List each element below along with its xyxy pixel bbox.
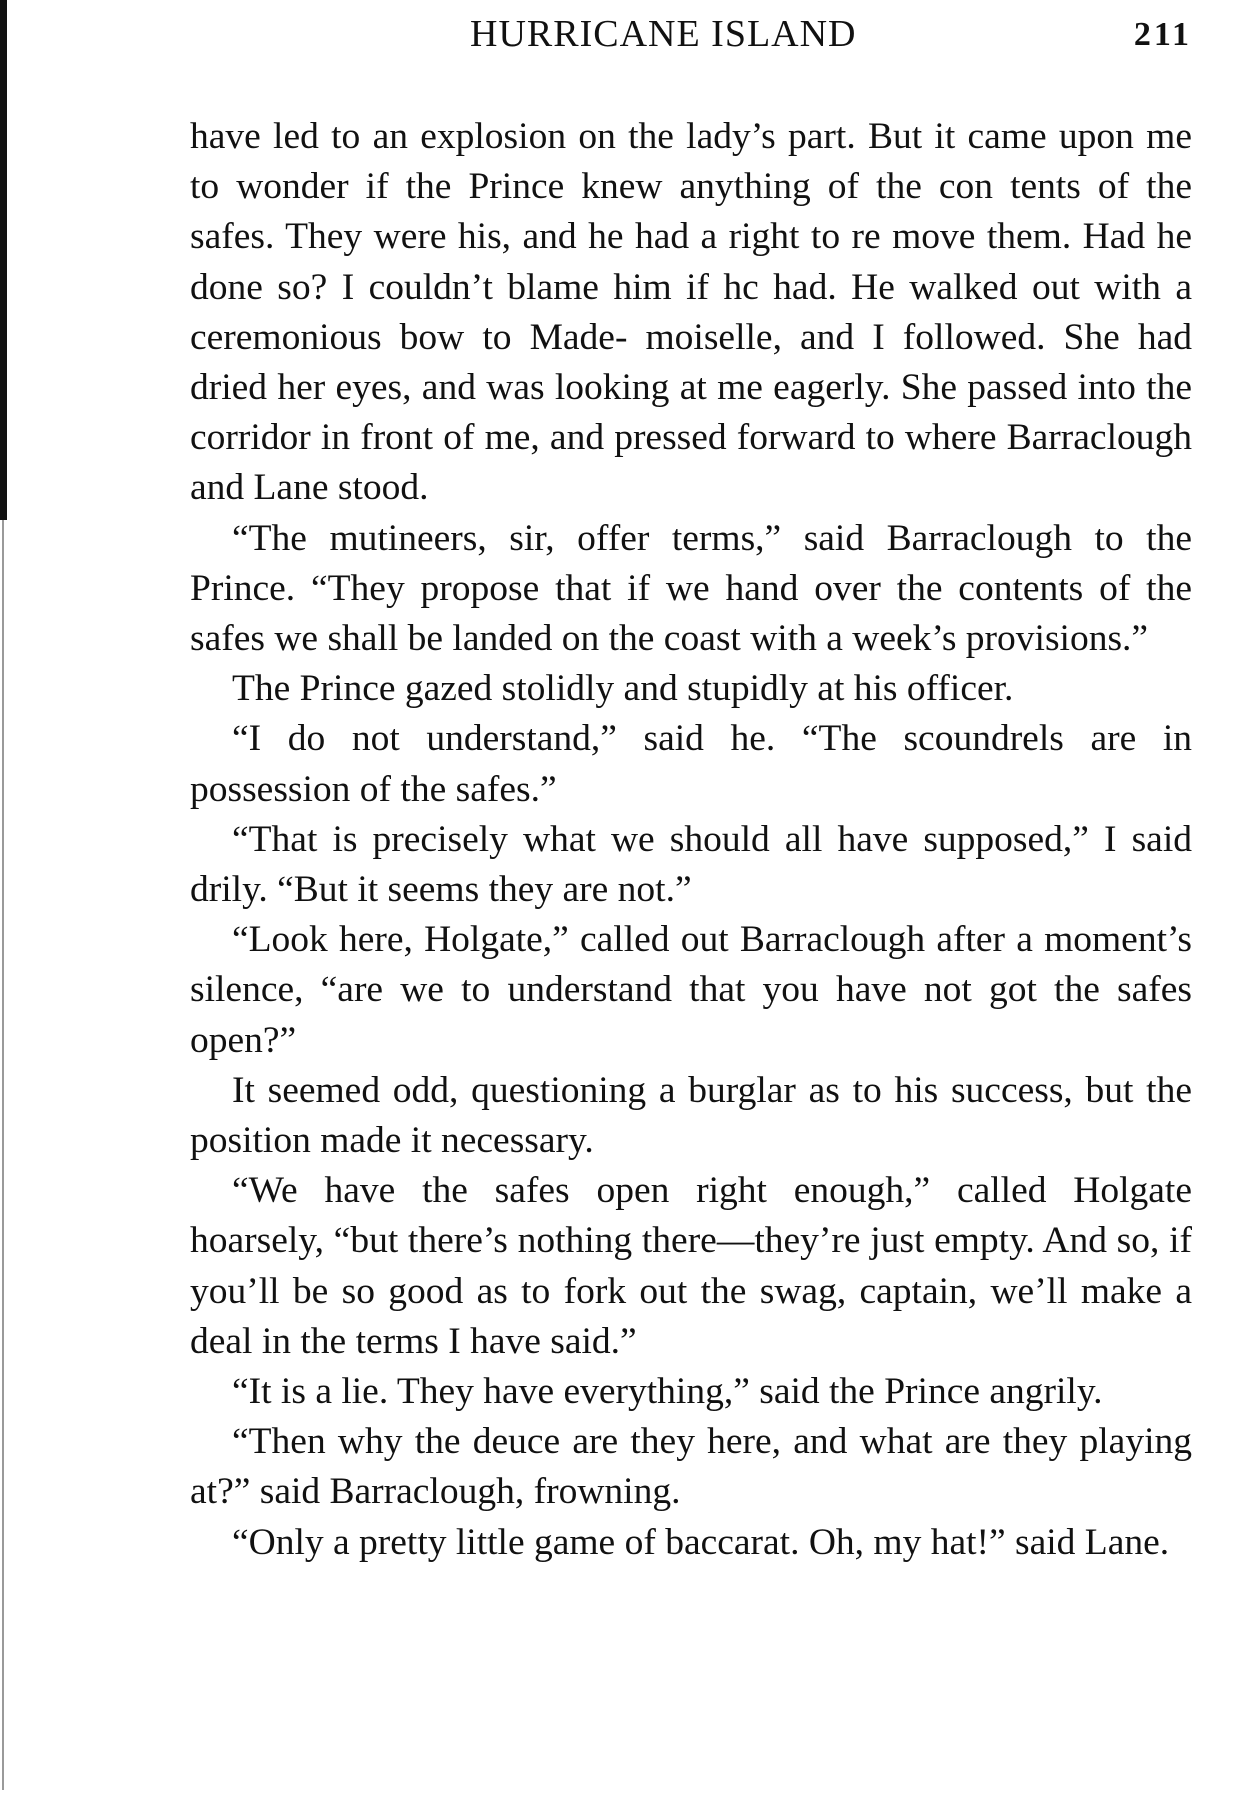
paragraph: “Look here, Holgate,” called out Barraclough after a moment’s silence, “are we to understand that you have not got the safes open?” (190, 919, 1192, 1061)
paragraph: “We have the safes open right enough,” called Holgate hoarsely, “but there’s nothing there—they’re just empty. And so, if you’ll be so good as to fork out the swag, captain, we’ll make a deal in the terms I have said.” (190, 1170, 1192, 1362)
paragraph: The Prince gazed stolidly and stupidly at his officer. (232, 668, 1014, 710)
paragraph: “The mutineers, sir, offer terms,” said Barraclough to the Prince. “They propose that if we hand over the contents of the safes we shall be landed on the coast with a week’s provisions.” (190, 517, 1192, 660)
page-binding-edge (0, 0, 7, 520)
paragraph: “It is a lie. They have everything,” said the Prince angrily. (232, 1371, 1103, 1413)
page-number: 211 (1133, 16, 1192, 53)
paragraph: “Then why the deuce are they here, and what are they playing at?” said Barraclough, frowning. (190, 1421, 1192, 1513)
paragraph: “I do not understand,” said he. “The scoundrels are in possession of the safes.” (190, 718, 1192, 810)
paragraph: It seemed odd, questioning a burglar as to his success, but the position made it necessary. (190, 1069, 1192, 1162)
paragraph: “Only a pretty little game of baccarat. Oh, my hat!” said Lane. (232, 1521, 1170, 1563)
paragraph-continued: have led to an explosion on the lady’s part. But it came upon me to wonder if the Prince knew anything of the con tents of the safes. They were his, and he had a right to re move them. Had he done so? I couldn’t blame him if hc had. He walked out with a ceremonious bow to Made- moiselle, and I followed. She had dried her eyes, and was looking at me eagerly. She passed into the corridor in front of me, and pressed forward to where Barraclough and Lane stood. (190, 116, 1192, 509)
running-head-title: HURRICANE ISLAND (470, 13, 857, 55)
page-binding-shadow (2, 520, 4, 1790)
body-text (190, 112, 1192, 1568)
paragraph: “That is precisely what we should all have supposed,” I said drily. “But it seems they are not.” (190, 818, 1192, 911)
running-head (190, 12, 1200, 62)
